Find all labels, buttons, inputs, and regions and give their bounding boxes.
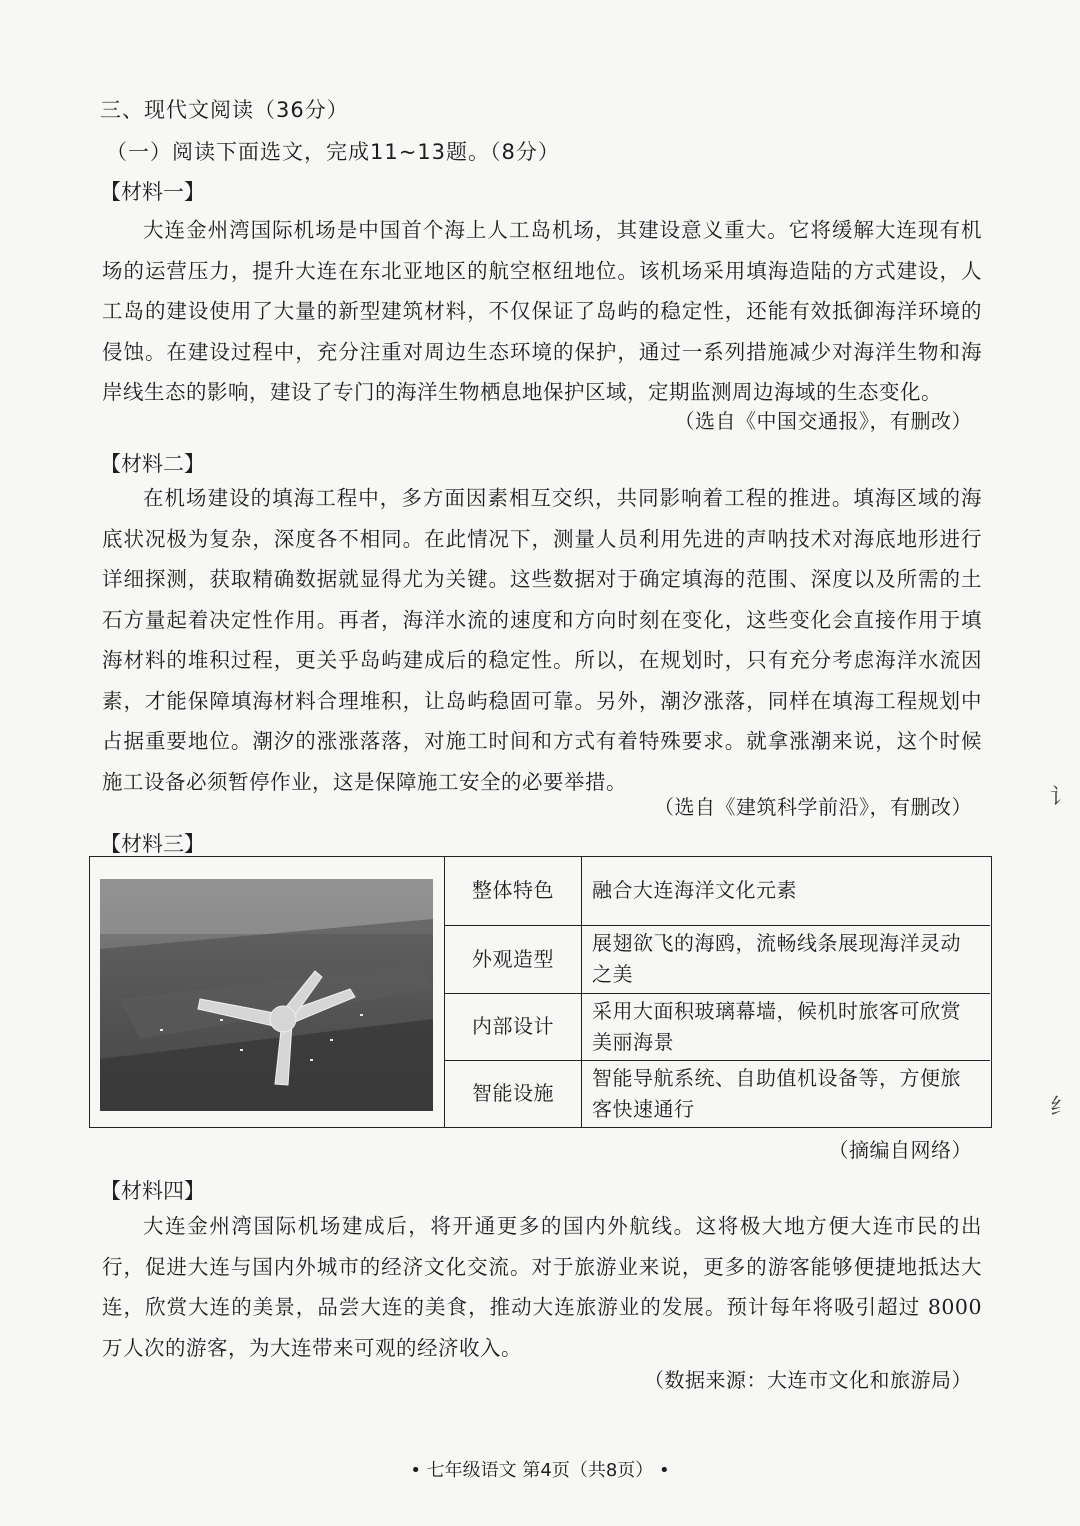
material2-text: 在机场建设的填海工程中，多方面因素相互交织，共同影响着工程的推进。填海区域的海底状况极为复杂，深度各不相同。在此情况下，测量人员利用先进的声呐技术对海底地形进行详细探测，获取精确数据就显得尤为关键。这些数据对于确定填海的范围、深度以及所需的土石方量起着决定性作用。再者，海洋水流的速度和方向时刻在变化，这些变化会直接作用于填海材料的堆积过程，更关乎岛屿建成后的稳定性。所以，在规划时，只有充分考虑海洋水流因素，才能保障填海材料合理堆积，让岛屿稳固可靠。另外，潮汐涨落，同样在填海工程规划中占据重要地位。潮汐的涨涨落落，对施工时间和方式有着特殊要求。就拿涨潮来说，这个时候施工设备必须暂停作业，这是保障施工安全的必要举措。: [102, 486, 982, 794]
feature-key: 整体特色: [445, 857, 582, 925]
material1-text: 大连金州湾国际机场是中国首个海上人工岛机场，其建设意义重大。它将缓解大连现有机场的运营压力，提升大连在东北亚地区的航空枢纽地位。该机场采用填海造陆的方式建设，人工岛的建设使用了大量的新型建筑材料，不仅保证了岛屿的稳定性，还能有效抵御海洋环境的侵蚀。在建设过程中，充分注重对周边生态环境的保护，通过一系列措施减少对海洋生物和海岸线生态的影响，建设了专门的海洋生物栖息地保护区域，定期监测周边海域的生态变化。: [102, 218, 982, 404]
table-row: [445, 993, 991, 1060]
feature-key: 智能设施: [445, 1060, 582, 1127]
material3-source: （摘编自网络）: [828, 1138, 972, 1162]
feature-value: 采用大面积玻璃幕墙，候机时旅客可欣赏美丽海景: [582, 993, 991, 1060]
section-title: 三、现代文阅读（36分）: [100, 98, 349, 122]
material4-text: 大连金州湾国际机场建成后，将开通更多的国内外航线。这将极大地方便大连市民的出行，促进大连与国内外城市的经济文化交流。对于旅游业来说，更多的游客能够便捷地抵达大连，欣赏大连的美景，品尝大连的美食，推动大连旅游业的发展。预计每年将吸引超过 8000 万人次的游客，为大连带来可观的经济收入。: [102, 1214, 982, 1360]
feature-key: 外观造型: [445, 925, 582, 993]
table-row: [445, 857, 991, 925]
material1-source: （选自《中国交通报》，有删改）: [674, 409, 972, 433]
material3-box: [89, 856, 992, 1128]
feature-key: 内部设计: [445, 993, 582, 1060]
airport-aerial-photo: [100, 879, 433, 1111]
table-row: [445, 925, 991, 993]
terminal-feature-table: [444, 857, 990, 1127]
table-row: [445, 1060, 991, 1127]
material4-heading: 【材料四】: [100, 1179, 205, 1203]
edge-fragment: 纟: [1050, 1095, 1073, 1120]
material2-heading: 【材料二】: [100, 452, 205, 476]
material3-heading: 【材料三】: [100, 832, 205, 856]
question-instructions: （一）阅读下面选文，完成11~13题。（8分）: [106, 140, 560, 164]
page-footer: • 七年级语文 第4页（共8页） •: [410, 1460, 670, 1481]
material2-source: （选自《建筑科学前沿》，有删改）: [654, 795, 972, 819]
material4-source: （数据来源：大连市文化和旅游局）: [644, 1368, 972, 1392]
feature-value: 融合大连海洋文化元素: [582, 857, 991, 925]
feature-value: 智能导航系统、自助值机设备等，方便旅客快速通行: [582, 1060, 991, 1127]
feature-value: 展翅欲飞的海鸥，流畅线条展现海洋灵动之美: [582, 925, 991, 993]
edge-fragment: 讠: [1050, 785, 1073, 810]
material1-heading: 【材料一】: [100, 180, 205, 204]
